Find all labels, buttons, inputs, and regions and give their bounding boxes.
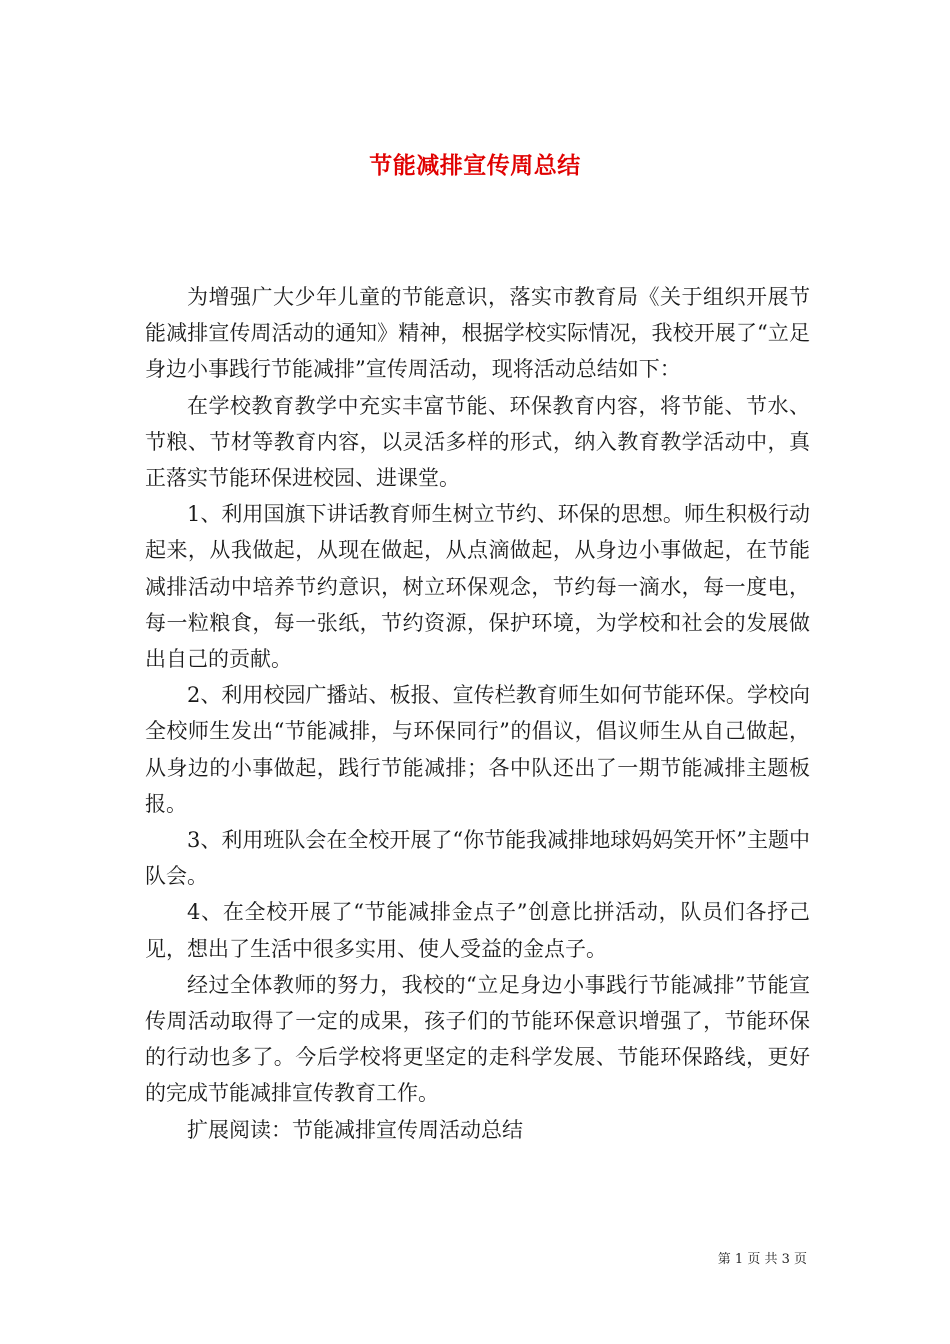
document-body bbox=[145, 279, 810, 1148]
paragraph-item-1: 1、利用国旗下讲话教育师生树立节约、环保的思想。师生积极行动起来，从我做起，从现在做起，从点滴做起，从身边小事做起，在节能减排活动中培养节约意识，树立环保观念，节约每一滴水，每一度电，每一粒粮食，每一张纸，节约资源，保护环境，为学校和社会的发展做出自己的贡献。 bbox=[145, 502, 810, 672]
paragraph-intro: 为增强广大少年儿童的节能意识，落实市教育局《关于组织开展节能减排宣传周活动的通知》精神，根据学校实际情况，我校开展了“立足身边小事践行节能减排”宣传周活动，现将活动总结如下： bbox=[145, 285, 810, 382]
paragraph-item-4: 4、在全校开展了“节能减排金点子”创意比拼活动，队员们各抒己见，想出了生活中很多实用、使人受益的金点子。 bbox=[145, 900, 810, 961]
page-title: 节能减排宣传周总结 bbox=[369, 152, 581, 180]
page-number-label: 第 1 页 共 3 页 bbox=[717, 1252, 807, 1267]
paragraph-conclusion: 经过全体教师的努力，我校的“立足身边小事践行节能减排”节能宣传周活动取得了一定的成果，孩子们的节能环保意识增强了，节能环保的行动也多了。今后学校将更坚定的走科学发展、节能环保路线，更好的完成节能减排宣传教育工作。 bbox=[145, 972, 810, 1106]
page-number bbox=[0, 1248, 807, 1267]
paragraph-extended-reading: 扩展阅读：节能减排宣传周活动总结 bbox=[187, 1117, 523, 1142]
paragraph-item-2: 2、利用校园广播站、板报、宣传栏教育师生如何节能环保。学校向全校师生发出“节能减排，与环保同行”的倡议，倡议师生从自己做起，从身边的小事做起，践行节能减排；各中队还出了一期节能减排主题板报。 bbox=[145, 683, 810, 816]
paragraph-item-3: 3、利用班队会在全校开展了“你节能我减排地球妈妈笑开怀”主题中队会。 bbox=[145, 828, 810, 889]
paragraph-curriculum: 在学校教育教学中充实丰富节能、环保教育内容，将节能、节水、节粮、节材等教育内容，以灵活多样的形式，纳入教育教学活动中，真正落实节能环保进校园、进课堂。 bbox=[145, 393, 810, 491]
